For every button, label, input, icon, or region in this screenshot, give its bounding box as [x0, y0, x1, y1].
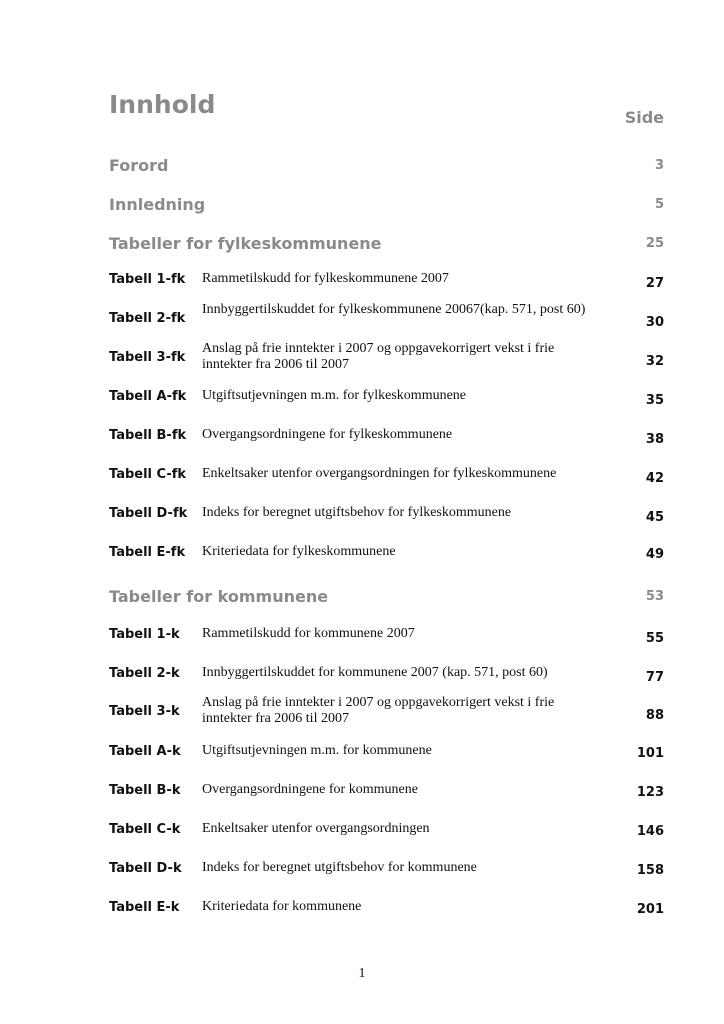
toc-entry-label: Tabell E-fk	[109, 545, 186, 560]
toc-section-fylkeskommunene-page: 25	[645, 236, 664, 251]
toc-section-kommunene-page: 53	[645, 589, 664, 604]
page-column-header: Side	[624, 108, 664, 127]
toc-entry-title: Rammetilskudd for fylkeskommunene 2007	[202, 271, 449, 286]
toc-entry-label: Tabell 3-fk	[109, 350, 186, 365]
toc-entry[interactable]	[109, 625, 664, 661]
toc-entry-page: 55	[645, 631, 664, 646]
toc-entry-label: Tabell E-k	[109, 900, 180, 915]
toc-entry[interactable]	[109, 859, 664, 895]
toc-entry[interactable]	[109, 340, 664, 376]
toc-entry[interactable]	[109, 820, 664, 856]
toc-entry-label: Tabell 2-k	[109, 666, 180, 681]
toc-entry-title: Overgangsordningene for fylkeskommunene	[202, 427, 453, 442]
page-title: Innhold	[109, 90, 216, 119]
toc-entry-page: 27	[645, 276, 664, 291]
toc-entry-page: 30	[645, 315, 664, 330]
toc-entry-page: 146	[636, 824, 664, 839]
toc-entry-page: 45	[645, 510, 664, 525]
toc-entry-label: Tabell 1-fk	[109, 272, 186, 287]
toc-entry-title: Utgiftsutjevningen m.m. for kommunene	[202, 743, 432, 758]
toc-entry-page: 77	[645, 670, 664, 685]
toc-entry-label: Tabell 2-fk	[109, 311, 186, 326]
toc-entry[interactable]	[109, 465, 664, 501]
toc-entry-title: Anslag på frie inntekter i 2007 og oppgavekorrigert vekst i frie inntekter fra 2006 til 2007	[202, 341, 555, 372]
toc-entry-label: Tabell A-k	[109, 744, 181, 759]
toc-entry-title: Anslag på frie inntekter i 2007 og oppgavekorrigert vekst i frie inntekter fra 2006 til 2007	[202, 695, 555, 726]
toc-entry-label: Tabell B-k	[109, 783, 181, 798]
toc-entry-label: Tabell A-fk	[109, 389, 187, 404]
toc-entry-label: Tabell 3-k	[109, 704, 180, 719]
toc-entry-label: Tabell D-k	[109, 861, 182, 876]
toc-entry-title: Rammetilskudd for kommunene 2007	[202, 626, 415, 641]
toc-entry[interactable]	[109, 504, 664, 540]
toc-entry-page: 101	[636, 746, 664, 761]
toc-entry-page: 42	[645, 471, 664, 486]
toc-entry-label: Tabell B-fk	[109, 428, 187, 443]
toc-section-fylkeskommunene[interactable]: Tabeller for fylkeskommunene	[109, 234, 382, 253]
toc-entry-label: Tabell 1-k	[109, 627, 180, 642]
toc-entry-title: Innbyggertilskuddet for kommunene 2007 (kap. 571, post 60)	[202, 665, 548, 680]
toc-entry-page: 88	[645, 708, 664, 723]
toc-entry-title: Enkeltsaker utenfor overgangsordningen	[202, 821, 430, 836]
toc-entry-title: Indeks for beregnet utgiftsbehov for fylkeskommunene	[202, 505, 512, 520]
toc-entry[interactable]	[109, 426, 664, 462]
toc-entry-title: Indeks for beregnet utgiftsbehov for kommunene	[202, 860, 477, 875]
toc-entry-label: Tabell D-fk	[109, 506, 188, 521]
toc-entry-page: 49	[645, 547, 664, 562]
toc-entry-page: 158	[636, 863, 664, 878]
toc-entry-title: Enkeltsaker utenfor overgangsordningen for fylkeskommunene	[202, 466, 557, 481]
toc-entry-label: Tabell C-k	[109, 822, 181, 837]
toc-entry-page: 123	[636, 785, 664, 800]
toc-section-innledning-page: 5	[654, 197, 664, 212]
toc-entry-title: Utgiftsutjevningen m.m. for fylkeskommunene	[202, 388, 467, 403]
toc-entry-page: 38	[645, 432, 664, 447]
toc-section-forord[interactable]: Forord	[109, 156, 169, 175]
toc-entry-title: Kriteriedata for kommunene	[202, 899, 362, 914]
toc-entry-page: 32	[645, 354, 664, 369]
toc-entry[interactable]	[109, 301, 664, 337]
toc-entry-title: Innbyggertilskuddet for fylkeskommunene 20067(kap. 571, post 60)	[202, 302, 586, 317]
toc-entry-title: Kriteriedata for fylkeskommunene	[202, 544, 396, 559]
toc-section-innledning[interactable]: Innledning	[109, 195, 206, 214]
toc-section-kommunene[interactable]: Tabeller for kommunene	[109, 587, 329, 606]
toc-entry-page: 35	[645, 393, 664, 408]
page-number: 1	[358, 966, 366, 981]
toc-entry-page: 201	[636, 902, 664, 917]
toc-entry-label: Tabell C-fk	[109, 467, 187, 482]
toc-entry[interactable]	[109, 898, 664, 934]
toc-section-forord-page: 3	[654, 158, 664, 173]
toc-entry[interactable]	[109, 694, 664, 730]
toc-entry[interactable]	[109, 543, 664, 579]
toc-entry-title: Overgangsordningene for kommunene	[202, 782, 418, 797]
toc-entry[interactable]	[109, 781, 664, 817]
toc-entry[interactable]	[109, 742, 664, 778]
toc-entry[interactable]	[109, 387, 664, 423]
